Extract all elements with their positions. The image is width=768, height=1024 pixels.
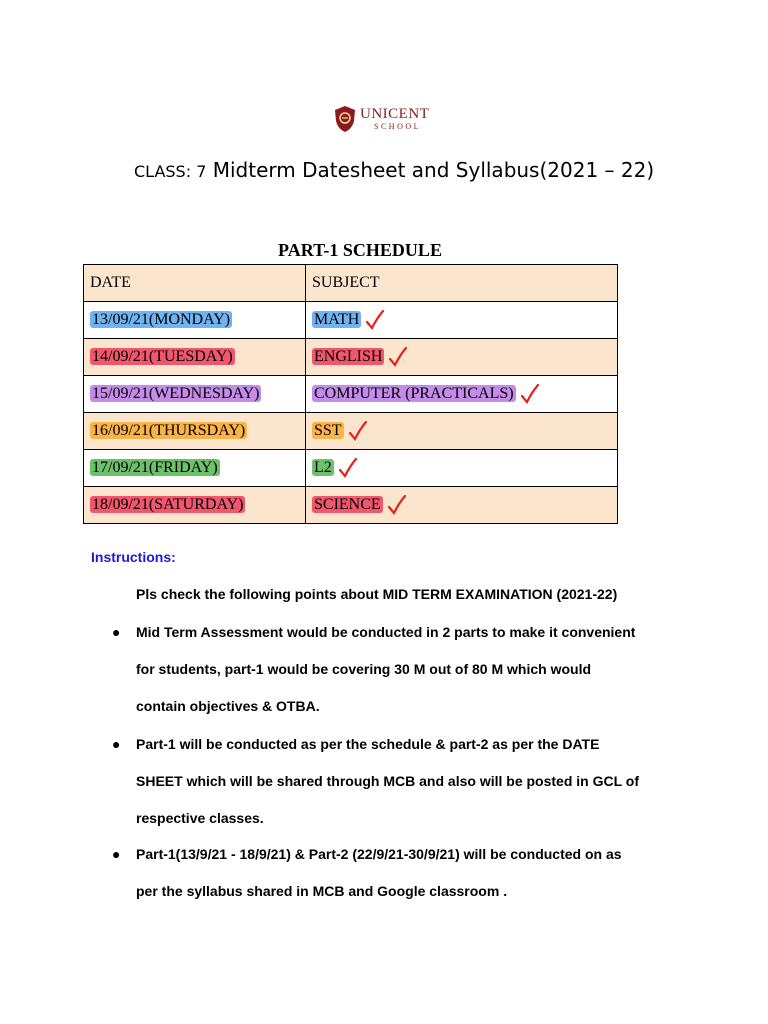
instruction-line: contain objectives & OTBA. [136, 698, 320, 714]
instruction-line: per the syllabus shared in MCB and Google classroom . [136, 883, 508, 899]
date-cell [84, 376, 306, 413]
subject-text: SST [314, 421, 342, 439]
schedule-heading-text: PART-1 SCHEDULE [278, 240, 442, 260]
title-text: Midterm Datesheet and Syllabus(2021 – 22) [206, 158, 655, 182]
checkmark-icon [388, 346, 408, 368]
table-row [84, 450, 618, 487]
instruction-line: for students, part-1 would be covering 30 M out of 80 M which would [136, 661, 592, 677]
subject-cell [306, 302, 618, 339]
instruction-line: Mid Term Assessment would be conducted in 2 parts to make it convenient [136, 624, 636, 640]
date-text: 13/09/21(MONDAY) [92, 311, 231, 328]
bullet-icon: ● [112, 736, 121, 752]
subject-text: MATH [314, 310, 360, 328]
date-text: 14/09/21(TUESDAY) [92, 348, 233, 365]
date-cell [84, 450, 306, 487]
date-cell [84, 487, 306, 524]
date-cell [84, 339, 306, 376]
instructions-intro: Pls check the following points about MID TERM EXAMINATION (2021-22) [136, 586, 618, 602]
subject-cell [306, 413, 618, 450]
bullet-icon: ● [112, 846, 121, 862]
table-row [84, 339, 618, 376]
subject-cell [306, 339, 618, 376]
instruction-line: SHEET which will be shared through MCB and also will be posted in GCL of [136, 773, 640, 789]
table-header-cell: DATE [84, 265, 306, 302]
instruction-line: Part-1 will be conducted as per the schedule & part-2 as per the DATE [136, 736, 600, 752]
date-cell [84, 413, 306, 450]
bullet-icon: ● [112, 624, 121, 640]
subject-cell [306, 376, 618, 413]
date-text: 16/09/21(THURSDAY) [92, 422, 246, 439]
instructions-heading: Instructions: [91, 549, 176, 565]
table-row [84, 302, 618, 339]
subject-text: SCIENCE [314, 495, 381, 513]
date-text: 18/09/21(SATURDAY) [92, 496, 244, 513]
instruction-line: respective classes. [136, 810, 264, 826]
school-crest-icon [334, 105, 356, 133]
page-title [134, 158, 654, 182]
title-class: CLASS: 7 [134, 162, 207, 181]
checkmark-icon [365, 309, 385, 331]
logo-subtitle: SCHOOL [374, 122, 422, 131]
subject-text: ENGLISH [314, 347, 383, 365]
table-row [84, 376, 618, 413]
checkmark-icon [348, 420, 368, 442]
table-header-cell: SUBJECT [306, 265, 618, 302]
instruction-line: Part-1(13/9/21 - 18/9/21) & Part-2 (22/9/21-30/9/21) will be conducted on as [136, 846, 622, 862]
subject-text: L2 [314, 458, 332, 476]
table-row [84, 487, 618, 524]
logo-name: UNICENT [360, 106, 430, 122]
subject-cell [306, 487, 618, 524]
table-header-row [84, 265, 618, 302]
school-logo [334, 104, 438, 134]
table-row [84, 413, 618, 450]
schedule-heading [0, 240, 720, 261]
checkmark-icon [338, 457, 358, 479]
checkmark-icon [387, 494, 407, 516]
schedule-table [83, 264, 618, 524]
subject-text: COMPUTER (PRACTICALS) [314, 384, 514, 402]
date-text: 15/09/21(WEDNESDAY) [92, 385, 260, 402]
date-cell [84, 302, 306, 339]
checkmark-icon [520, 383, 540, 405]
date-text: 17/09/21(FRIDAY) [92, 459, 218, 476]
subject-cell [306, 450, 618, 487]
